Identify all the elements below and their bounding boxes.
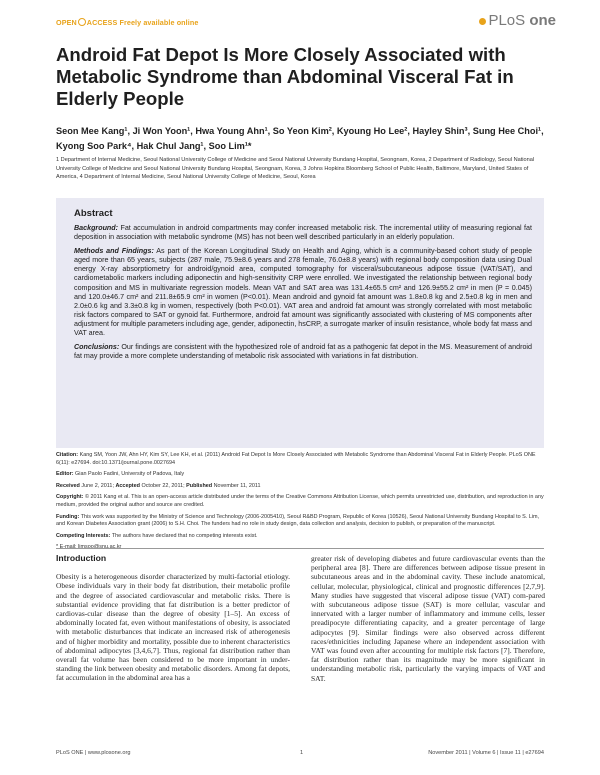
article-meta [56,452,544,556]
conclusions-text: Our findings are consistent with the hypothesized role of android fat as a pathogenic fat depot in the MS. Measurement of android fat may provide a more complete understanding of metabolic risk associated with variations in fat distribution. [74,343,532,361]
abstract-box [56,198,544,448]
journal-header [56,14,556,36]
abstract-background [74,224,532,242]
footer-journal: PLoS ONE | www.plosone.org [56,750,131,756]
background-text: Fat accumulation in android compartments may confer increased metabolic risk. The incremental utility of measuring regional fat deposition in association with metabolic syndrome (MS) has not been well described particularly in an elderly population. [74,224,532,242]
open-label: OPEN [56,18,77,27]
paper-title: Android Fat Depot Is More Closely Associated with Metabolic Syndrome than Abdominal Visceral Fat in Elderly People [56,44,514,109]
intro-paragraph-1: Obesity is a heterogeneous disorder characterized by multi-factorial etiology. Obese individuals vary in their body fat distribution, their metabolic profile and the degree of associated cardiovascular and metabolic risks. There is substantial evidence providing that fat distribution is a better predictor of cardiovas-cular disease than the degree of obesity [1–5]. An excess of abdominally located fat, even without manifestations of obesity, is associated with metabolic disturbances that indicate an increased risk of atherogenesis and of higher morbidity and mortality, possible due to inherent characteristics of abdominal adipocytes [3,4,6,7]. Thus, regional fat distribution rather than overall fat volume has been considered to be more important in under-standing the link between obesity and metabolic disorders. Among fat depots, fat accumulation in the abdominal area has a [56,572,290,683]
methods-label: Methods and Findings: [74,247,154,256]
open-access-badge [56,18,198,27]
introduction-heading: Introduction [56,553,107,563]
abstract-heading: Abstract [74,208,113,219]
logo-one: one [529,12,556,29]
logo-plos: PLoS [488,12,526,29]
dates: Received June 2, 2011; Accepted October 22, 2011; Published November 11, 2011 [56,482,261,489]
author-list: Seon Mee Kang¹, Ji Won Yoon¹, Hwa Young Ahn¹, So Yeon Kim², Kyoung Ho Lee², Hayley Shin³, Sung Hee Choi¹, Kyong Soo Park⁴, Hak Chul Jang¹, Soo Lim¹* [56,126,544,151]
page-number: 1 [300,750,304,756]
intro-paragraph-2: greater risk of developing diabetes and future cardiovascular events than the peripheral area [8]. There are differences between adipose tissue present in subcutaneous areas and in the abdominal cavity. These include anatomical, cellular, molecular, physiological, clinical and prognostic differences [2,7,9]. Many studies have suggested that visceral adipose tissue (VAT) com-pared with subcutaneous adipose tissue (SAT) is more cellular, vascular and innervated with a larger number of inflammatory and immune cells, lesser preadipocyte differentiating capacity, and a greater percentage of large adipocytes [9]. Similar findings were also observed across different races/ethnicities including Japanese where an independent association with VAT was found even after accounting for multiple risk factors [7]. Therefore, fat distribution rather than its magnitude may be more significant in understanding metabolic risk, particularly the varying impacts of VAT and SAT. [311,554,545,683]
methods-text: As part of the Korean Longitudinal Study on Health and Aging, which is a community-based cohort study of people aged more than 65 years, subjects (287 male, 75.9±8.6 years and 278 female, 76.0±8.8 years) with regional body composition data using Dual energy X-ray absorptiometry for android/gynoid area, computed tomography for visceral/subcutaneous adipose tissue (VAT/SAT), and cardiometabolic markers including adiponectin and high-sensitivity CRP were enrolled. We investigated the relationship between regional body composition and MS in multivariate regression models. Mean VAT and SAT area was 131.4±65.5 cm² and 126.9±55.2 cm² in men (P = 0.045) and 120.0±46.7 cm² and 211.8±65.9 cm² in women (P<0.01). Mean android and gynoid fat amount was 1.8±0.8 kg and 2.5±0.8 kg in men and 2.0±0.6 kg and 3.3±0.8 kg in women, respectively (both P<0.01). VAT area and android fat amount was strongly correlated with most metabolic risk factors compared to SAT or gynoid fat. Furthermore, android fat amount was significantly associated with clustering of MS components after adjustment for multiple parameters including age, gender, adiponectin, hsCRP, a surrogate marker of insulin resistance, whole body fat mass and VAT area. [74,247,532,338]
page-footer [56,750,544,760]
conclusions-label: Conclusions: [74,343,120,352]
affiliations: 1 Department of Internal Medicine, Seoul National University College of Medicine and Seoul National University Bundang Hospital, Seongnam, Korea, 2 Department of Radiology, Seoul National University College of Medicine and Seoul National University Bundang Hospital, Seongnam, Korea, 3 Johns Hopkins Bloomberg School of Public Health, Baltimore, Maryland, United States of America, 4 Department of Internal Medicine, Seoul National University College of Medicine, Seoul, Korea [56,157,535,181]
abstract-methods [74,247,532,338]
access-label: ACCESS [86,18,118,27]
background-label: Background: [74,224,119,232]
editor: Editor: Gian Paolo Fadini, University of Padova, Italy [56,471,185,478]
abstract-body [74,224,532,366]
section-divider [56,548,544,549]
competing-interests: Competing Interests: The authors have declared that no competing interests exist. [56,532,258,539]
copyright: Copyright: © 2011 Kang et al. This is an open-access article distributed under the terms of the Creative Commons Attribution License, which permits unrestricted use, distribution, and reproduction in any medium, provided the original author and source are credited. [56,494,544,508]
citation: Citation: Kang SM, Yoon JW, Ahn HY, Kim SY, Lee KH, et al. (2011) Android Fat Depot Is More Closely Associated with Metabolic Syndrome than Abdominal Visceral Fat in Elderly People. PLoS ONE 6(11): e27694. doi:10.1371/journal.pone.0027694 [56,452,536,466]
free-online-label: Freely available online [119,18,199,27]
funding: Funding: This work was supported by the Ministry of Science and Technology (2006-2005410), Seoul R&BD Program, Republic of Korea (10526), Seoul National University Bundang Hospital to S. Lim, and Korean Diabetes Association grant (2006) to S.H. Choi. The funders had no role in study design, data collection and analysis, decision to publish, or preparation of the manuscript. [56,513,540,528]
abstract-conclusions [74,343,532,361]
body-column-right [311,554,545,683]
body-column-left [56,554,290,683]
logo-dot-icon [479,18,486,25]
open-access-lock-icon [78,18,86,26]
plos-one-logo [479,12,556,29]
footer-issue: November 2011 | Volume 6 | Issue 11 | e27694 [428,750,544,756]
